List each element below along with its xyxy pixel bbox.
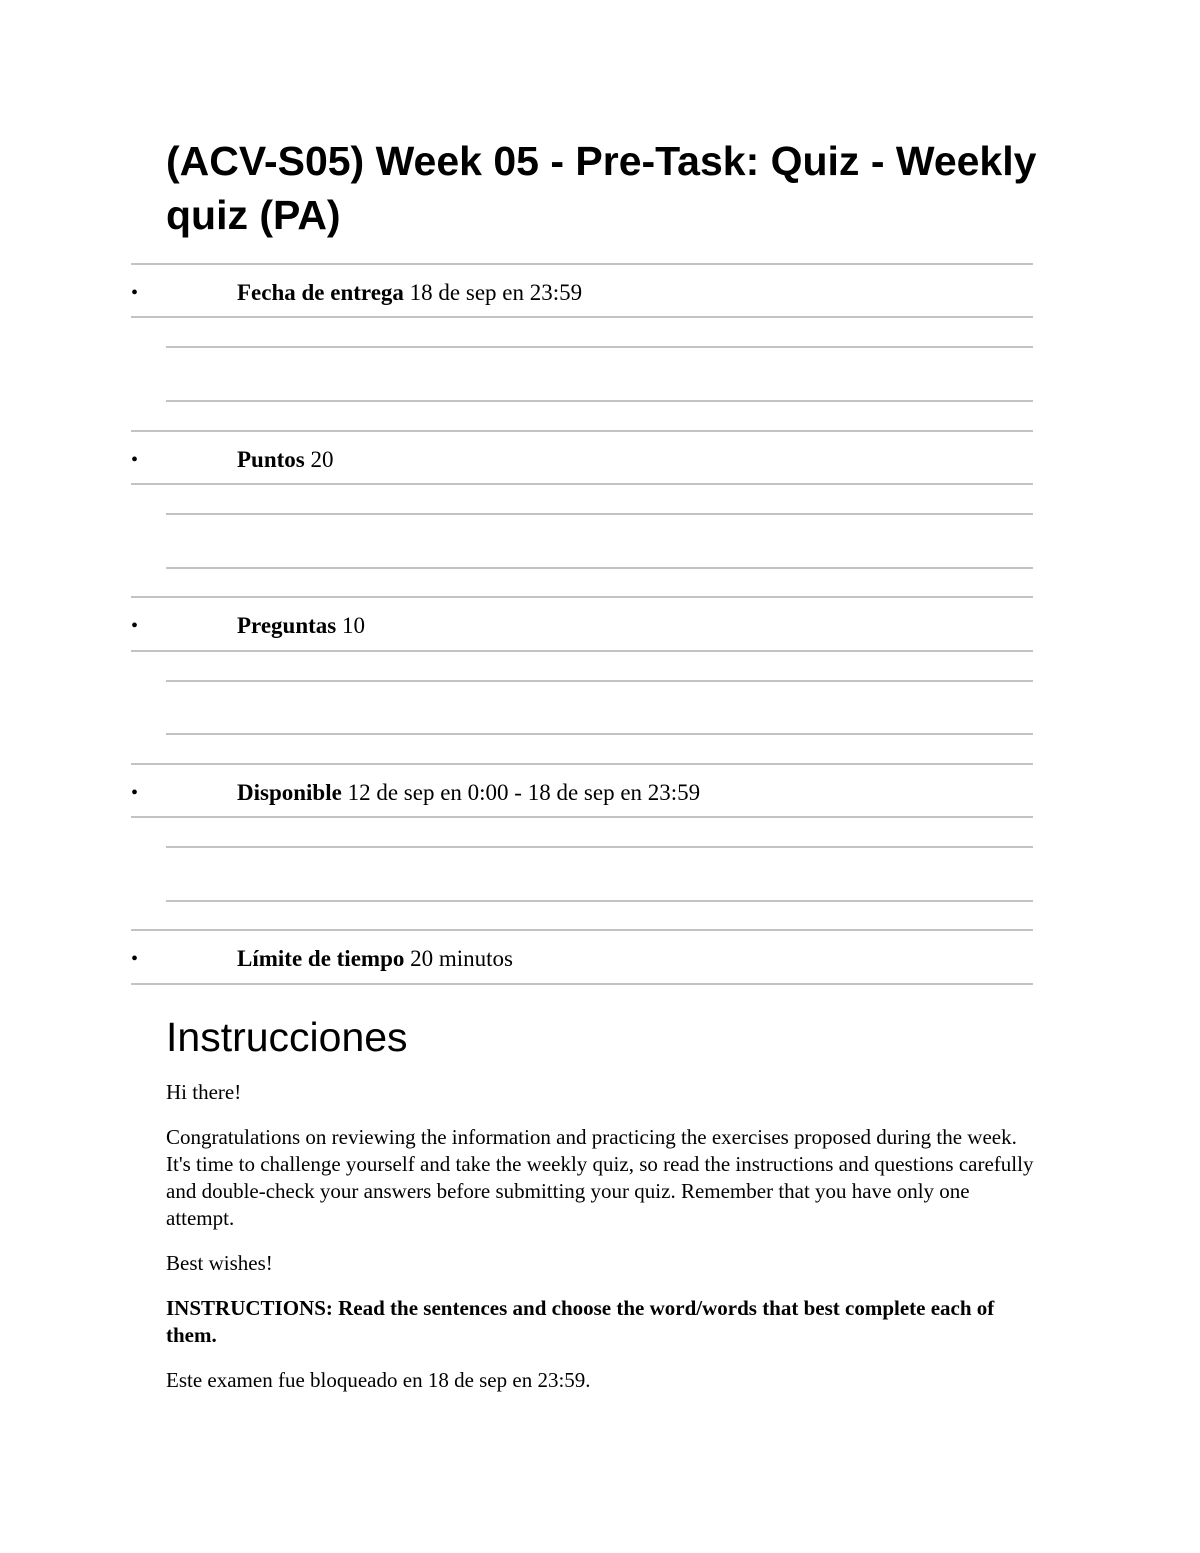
divider: [131, 983, 1033, 985]
bullet-icon: •: [131, 615, 139, 637]
divider: [131, 816, 1033, 818]
closing-text: Best wishes!: [166, 1251, 273, 1275]
detail-value: 12 de sep en 0:00 - 18 de sep en 23:59: [347, 780, 701, 805]
bullet-icon: •: [131, 948, 139, 970]
divider: [166, 567, 1033, 569]
detail-item-questions: [131, 609, 1033, 643]
detail-label: Puntos: [237, 447, 305, 472]
detail-item-due-date: [131, 276, 1033, 310]
detail-value: 18 de sep en 23:59: [409, 280, 583, 305]
divider: [131, 263, 1033, 265]
divider: [166, 733, 1033, 735]
detail-item-availability: [131, 776, 1033, 810]
detail-value: 10: [342, 613, 365, 638]
page-title: (ACV-S05) Week 05 - Pre-Task: Quiz - Weekly quiz (PA): [166, 138, 1037, 238]
bullet-icon: •: [131, 282, 139, 304]
divider: [131, 316, 1033, 318]
bullet-icon: •: [131, 782, 139, 804]
divider: [131, 430, 1033, 432]
divider: [131, 596, 1033, 598]
instructions-heading: Instrucciones: [166, 1014, 408, 1060]
divider: [131, 929, 1033, 931]
instructions-body: Congratulations on reviewing the information and practicing the exercises proposed during the week. It's time to challenge yourself and take the weekly quiz, so read the instructions and questions carefully and double-check your answers before submitting your quiz. Remember that you have only one attempt.: [166, 1125, 1034, 1230]
divider: [166, 346, 1033, 348]
divider: [166, 900, 1033, 902]
divider: [131, 650, 1033, 652]
divider: [166, 513, 1033, 515]
detail-item-points: [131, 443, 1033, 477]
detail-label: Preguntas: [237, 613, 337, 638]
detail-label: Disponible: [237, 780, 342, 805]
divider: [166, 680, 1033, 682]
detail-label: Fecha de entrega: [237, 280, 404, 305]
detail-item-time-limit: [131, 942, 1033, 976]
bullet-icon: •: [131, 449, 139, 471]
divider: [166, 846, 1033, 848]
instructions-directive: INSTRUCTIONS: Read the sentences and choose the word/words that best complete each of them.: [166, 1296, 995, 1347]
detail-value: 20: [310, 447, 334, 472]
detail-value: 20 minutos: [410, 946, 513, 971]
detail-label: Límite de tiempo: [237, 946, 405, 971]
divider: [131, 763, 1033, 765]
greeting-text: Hi there!: [166, 1080, 242, 1104]
divider: [131, 483, 1033, 485]
divider: [166, 400, 1033, 402]
lock-notice: Este examen fue bloqueado en 18 de sep en 23:59.: [166, 1368, 591, 1392]
